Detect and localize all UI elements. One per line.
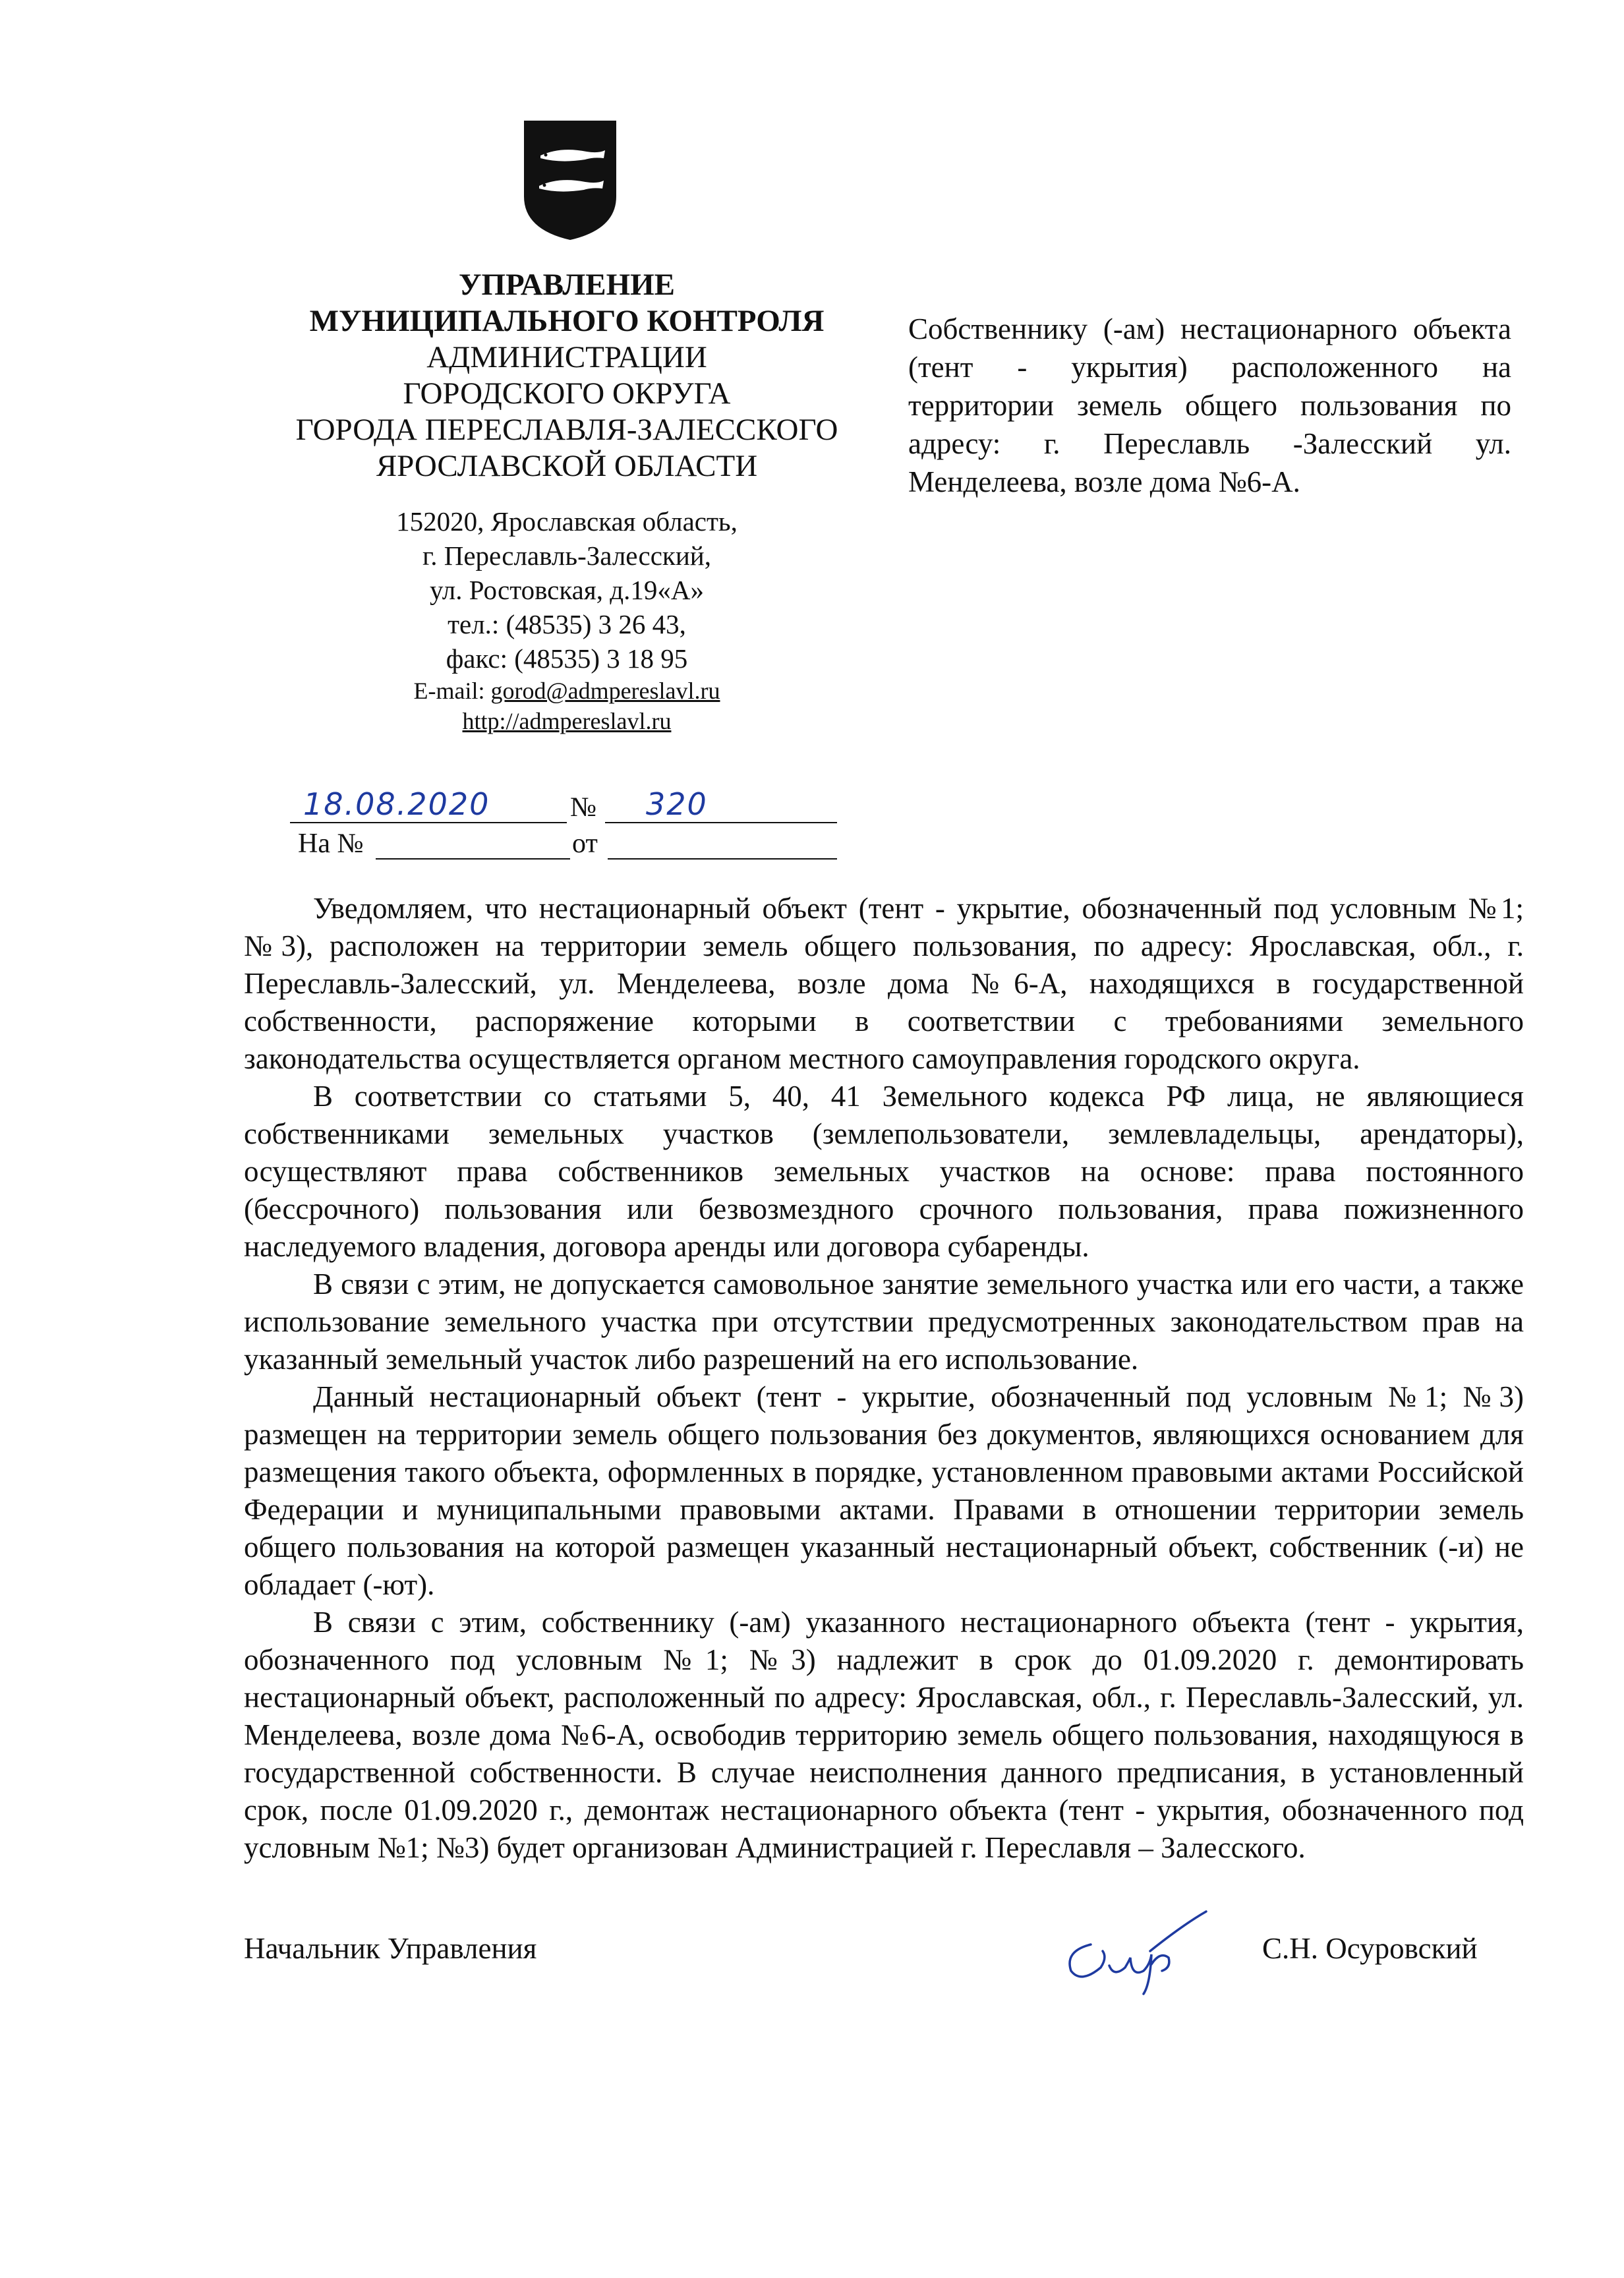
body-paragraph-1: Уведомляем, что нестационарный объект (тент - укрытие, обозначенный под условным №1; №3), расположен на территории земель общего пользования, по адресу: Ярославская, обл., г. Переславль-Залесский, ул. Менделеева, возле дома №6-А, находящихся в государственной собственности, распоряжение которыми в соответствии с требованиями земельного законодательства осуществляется органом местного самоуправления городского округа. bbox=[244, 892, 1524, 1075]
org-line-4: ГОРОДСКОГО ОКРУГА bbox=[403, 376, 731, 411]
address-line-2: г. Переславль-Залесский, bbox=[422, 540, 711, 571]
organization-name bbox=[260, 267, 873, 484]
fax-line: факс: (48535) 3 18 95 bbox=[446, 643, 688, 674]
address-line-1: 152020, Ярославская область, bbox=[396, 506, 738, 537]
letter-body bbox=[244, 890, 1524, 1867]
website-line bbox=[260, 706, 873, 736]
website-link[interactable]: http://admpereslavl.ru bbox=[462, 708, 672, 734]
coat-of-arms-icon bbox=[521, 117, 620, 243]
registration-line bbox=[290, 788, 837, 827]
org-line-2: МУНИЦИПАЛЬНОГО КОНТРОЛЯ bbox=[309, 304, 825, 338]
signatory-name: С.Н. Осуровский bbox=[1262, 1932, 1478, 1965]
org-line-3: АДМИНИСТРАЦИИ bbox=[426, 340, 707, 374]
registration-date: 18.08.2020 bbox=[303, 786, 490, 822]
body-paragraph-3: В связи с этим, не допускается самовольное занятие земельного участка или его части, а также использование земельного участка при отсутствии предусмотренных законодательством прав на указанный земельный участок либо разрешений на его использование. bbox=[244, 1268, 1524, 1376]
address-line-3: ул. Ростовская, д.19«А» bbox=[430, 575, 704, 605]
addressee-block: Собственнику (-ам) нестационарного объекта (тент - укрытия) расположенного на территории земель общего пользования по адресу: г. Переславль -Залесский ул. Менделеева, возле дома №6-А. bbox=[908, 312, 1511, 498]
registration-number: 320 bbox=[646, 786, 708, 822]
body-paragraph-2: В соответствии со статьями 5, 40, 41 Земельного кодекса РФ лица, не являющиеся собственниками земельных участков (землепользователи, землевладельцы, арендаторы), осуществляют права собственников земельных участков на основе: права постоянного (бессрочного) пользования или безвозмездного срочного пользования, права пожизненного наследуемого владения, договора аренды или договора субаренды. bbox=[244, 1080, 1524, 1263]
reference-label: На № bbox=[298, 829, 364, 859]
sender-header bbox=[260, 267, 873, 736]
org-line-5: ГОРОДА ПЕРЕСЛАВЛЯ-ЗАЛЕССКОГО bbox=[295, 413, 838, 447]
email-line bbox=[260, 676, 873, 706]
body-paragraph-5: В связи с этим, собственнику (-ам) указанного нестационарного объекта (тент - укрытия, обозначенного под условным №1; №3) надлежит в срок до 01.09.2020 г. демонтировать нестационарный объект, расположенный по адресу: Ярославская, обл., г. Переславль-Залесский, ул. Менделеева, возле дома №6-А, освободив территорию земель общего пользования, находящуюся в государственной собственности. В случае неисполнения данного предписания, в установленный срок, после 01.09.2020 г., демонтаж нестационарного объекта (тент - укрытия, обозначенного под условным №1; №3) будет организован Администрацией г. Переславля – Залесского. bbox=[244, 1606, 1524, 1864]
from-underline bbox=[608, 823, 837, 860]
email-link[interactable]: gorod@admpereslavl.ru bbox=[490, 678, 720, 704]
body-paragraph-4: Данный нестационарный объект (тент - укрытие, обозначенный под условным №1; №3) размещен на территории земель общего пользования без документов, являющихся основанием для размещения такого объекта, оформленных в порядке, установленном правовыми актами Российской Федерации и муниципальными правовыми актами. Правами в отношении территории земель общего пользования на которой размещен указанный нестационарный объект, собственник (-и) не обладает (-ют). bbox=[244, 1380, 1524, 1601]
handwritten-signature bbox=[1051, 1905, 1209, 1997]
number-label: № bbox=[570, 792, 597, 823]
reference-underline bbox=[376, 823, 570, 860]
sender-address bbox=[260, 504, 873, 736]
org-line-6: ЯРОСЛАВСКОЙ ОБЛАСТИ bbox=[376, 449, 758, 483]
email-label: E-mail: bbox=[413, 678, 491, 704]
phone-line: тел.: (48535) 3 26 43, bbox=[448, 609, 686, 639]
org-line-1: УПРАВЛЕНИЕ bbox=[458, 268, 676, 302]
number-underline bbox=[605, 786, 837, 823]
reference-line bbox=[298, 824, 845, 863]
from-label: от bbox=[572, 829, 598, 859]
signatory-title: Начальник Управления bbox=[244, 1932, 537, 1965]
